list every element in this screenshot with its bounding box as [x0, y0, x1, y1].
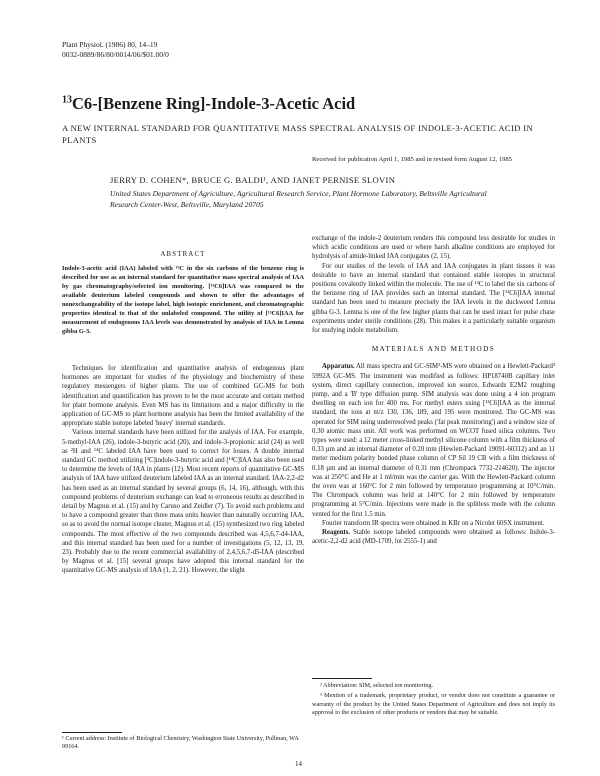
- footnote-rule: [312, 678, 372, 679]
- intro-paragraph: Techniques for identification and quantitative analysis of endogenous plant hormones are important for studies of the physiology and biochemistry of these regulatory messengers of higher plants. The use of combined GC-MS for both identification and quantification has proven to be the most accurate and certain method for plant hormone analysis. Even MS has its limitations and a major difficulty in the application of GC-MS to plant hormone analysis has been the limited availability of the appropriate stable isotope labeled 'heavy' internal standards.: [62, 365, 304, 428]
- title-superscript: 13: [62, 94, 72, 106]
- reagents-lead: Reagents.: [322, 529, 351, 537]
- abstract-section: [62, 250, 304, 336]
- introduction-section: [62, 364, 304, 576]
- apparatus-text: All mass spectra and GC-SIM²-MS were obtained on a Hewlett-Packard³ 5992A GC-MS. The instrument was modified as follows: HP18740B capillary inlet system, direct capillary connection, improved ion source, Edwards E2M2 roughing pump, and a 'B' type diffusion pump. SIM analysis was done using a 4 ion program dwelling on each ion for 400 ms. For methyl esters using [¹³C6]IAA as the internal standard, the ions at m/z 130, 136, 189, and 195 were monitored. The GC-MS was operated for SIM using underresolved peaks ('fat peak monitoring') and a window size of 0.30 atomic mass unit. All work was performed on WCOT fused silica columns. Two types were used: a 12 meter cross-linked methyl silicone column with a film thickness of 0.33 µm and an internal diameter of 0.20 mm (Hewlett-Packard 19091-60312) and an 11 meter medium polarity bonded phase column of CP Sil 19 CB with a film thickness of 0.18 µm and an internal diameter of 0.31 mm (Chrompack 7732-214620). The injector was at 250°C and He at 1 ml/min was the carrier gas. With the Hewlett-Packard column the oven was at 160°C for 2 min followed by temperature programming at 10°C/min. The Chrompack column was held at 140°C for 2 min followed by temperature programming at 5°C/min. Injections were made in the splitless mode with the column vented for the first 1.5 min.: [312, 363, 555, 518]
- received-date: Received for publication April 1, 1985 and in revised form August 12, 1985: [312, 156, 512, 163]
- title-text: C6-[Benzene Ring]-Indole-3-Acetic Acid: [72, 94, 356, 113]
- intro-paragraph: Various internal standards have been utilized for the analysis of IAA. For example, 5-methyl-IAA (26), indole-3-butyric acid (20), and indole-3-propionic acid (24) as well as ²H and ¹⁴C labeled IAA have been used to correct for losses. A double internal standard GC method utilizing [³C]indole-3-butyric acid and [¹⁴C]IAA has also been used to determine the levels of IAA in plants (12). Most recent reports of quantitative GC-MS analysis of IAA have utilized deuterium labeled IAA as an internal standard. IAA-2,2-d2 has been used as an internal standard by several groups (6, 14, 16), although, with this compound problems of deuterium exchange can lead to erroneous results as described in detail by Magnus et al. (15) and by Caruso and Zeidler (7). To avoid such problems and to have a compound greater than three mass units heavier than naturally occurring IAA, so as to avoid the normal isotope cluster, Magnus et al. (15) synthesized two ring labeled compounds. The most effective of the two compounds described was 4,5,6,7-d4-IAA, and this internal standard has been used for a number of investigations (5, 12, 13, 19, 23). Probably due to the recent commercial availability of 2,4,5,6,7-d5-IAA (described by Magnus et al. [15] several groups have adopted this internal standard for the quantitative GC-MS analysis of IAA (1, 2, 21). However, the slight: [62, 429, 304, 575]
- footnote-rule: [62, 732, 122, 733]
- footnote-abbreviation: ² Abbreviation: SIM, selected ion monitoring.: [320, 682, 434, 689]
- reagents-text: Stable isotope labeled compounds were obtained as follows: Indole-3-acetic-2,2-d2 acid (MD-1709, lot 2555-1) and: [312, 529, 555, 546]
- journal-citation: Plant Physiol. (1986) 80, 14–19: [62, 40, 158, 49]
- abstract-heading: ABSTRACT: [160, 251, 206, 258]
- methods-paragraph-ir: Fourier transform IR spectra were obtained in KBr on a Nicolet 60SX instrument.: [322, 519, 545, 527]
- methods-heading: MATERIALS AND METHODS: [371, 345, 496, 354]
- journal-code: 0032-0889/86/80/0014/06/$01.00/0: [62, 50, 169, 59]
- footnote-address: ¹ Current address: Institute of Biological Chemistry, Washington State University, Pullman, WA 99164.: [62, 735, 299, 751]
- article-subtitle: A NEW INTERNAL STANDARD FOR QUANTITATIVE MASS SPECTRAL ANALYSIS OF INDOLE-3-ACETIC ACID IN PLANTS: [62, 123, 534, 145]
- right-paragraph: exchange of the indole-2 deuterium renders this compound less desirable for studies in which acidic conditions are used or where harsh alkaline conditions are employed for hydrolysis of amide-linked IAA conjugates (2, 15).: [312, 235, 555, 261]
- abstract-text: Indole-3-acetic acid (IAA) labeled with ¹³C in the six carbons of the benzene ring is described for use as an internal standard for quantitative mass spectral analysis of IAA by gas chromatography/selected ion monitoring. [¹³C6]IAA was compared to the available deuterium labeled compounds and shown to offer the advantages of nonexchangeability of the isotope label, high isotopic enrichment, and chromatographic properties identical to that of the unlabeled compound. The utility of [¹³C6]IAA for measurement of endogenous IAA levels was demonstrated by analysis of IAA in Lemna gibba G-3.: [62, 265, 304, 335]
- footnotes-right: [312, 682, 555, 720]
- methods-paragraph-reagents: [312, 528, 555, 546]
- author-list: JERRY D. COHEN*, BRUCE G. BALDI¹, AND JANET PERNISE SLOVIN: [110, 175, 396, 185]
- page-number: 14: [295, 760, 302, 768]
- journal-header: [62, 40, 169, 60]
- apparatus-lead: Apparatus.: [322, 363, 355, 371]
- footnote-trademark: ³ Mention of a trademark, proprietary product, or vendor does not constitute a guarantee or warranty of the product by the United States Department of Agriculture and does not imply its approval to the exclusion of other products or vendors that may be suitable.: [312, 692, 555, 717]
- article-title: [62, 94, 355, 114]
- right-paragraph: For our studies of the levels of IAA and IAA conjugates in plant tissues it was desirable to have an internal standard that contained stable isotopes in structural positions covalently linked within the molecule. The use of ¹³C to label the six carbons of the benzene ring of IAA provides such an internal standard. The [¹³C6]IAA internal standard has been used to measure precisely the IAA levels in the duckweed Lemna gibba G-3. Lemna is one of the few higher plants that can be used intact for pulse chase experiments under sterile conditions (28). This makes it a particularly suitable organism for studying indole metabolism.: [312, 262, 555, 335]
- methods-paragraph-apparatus: [312, 362, 555, 518]
- right-column: [312, 234, 555, 547]
- author-affiliation: United States Department of Agriculture, Agricultural Research Service, Plant Hormone Laboratory, Beltsville Agricultural Research Center-West, Beltsville, Maryland 20705: [110, 189, 487, 209]
